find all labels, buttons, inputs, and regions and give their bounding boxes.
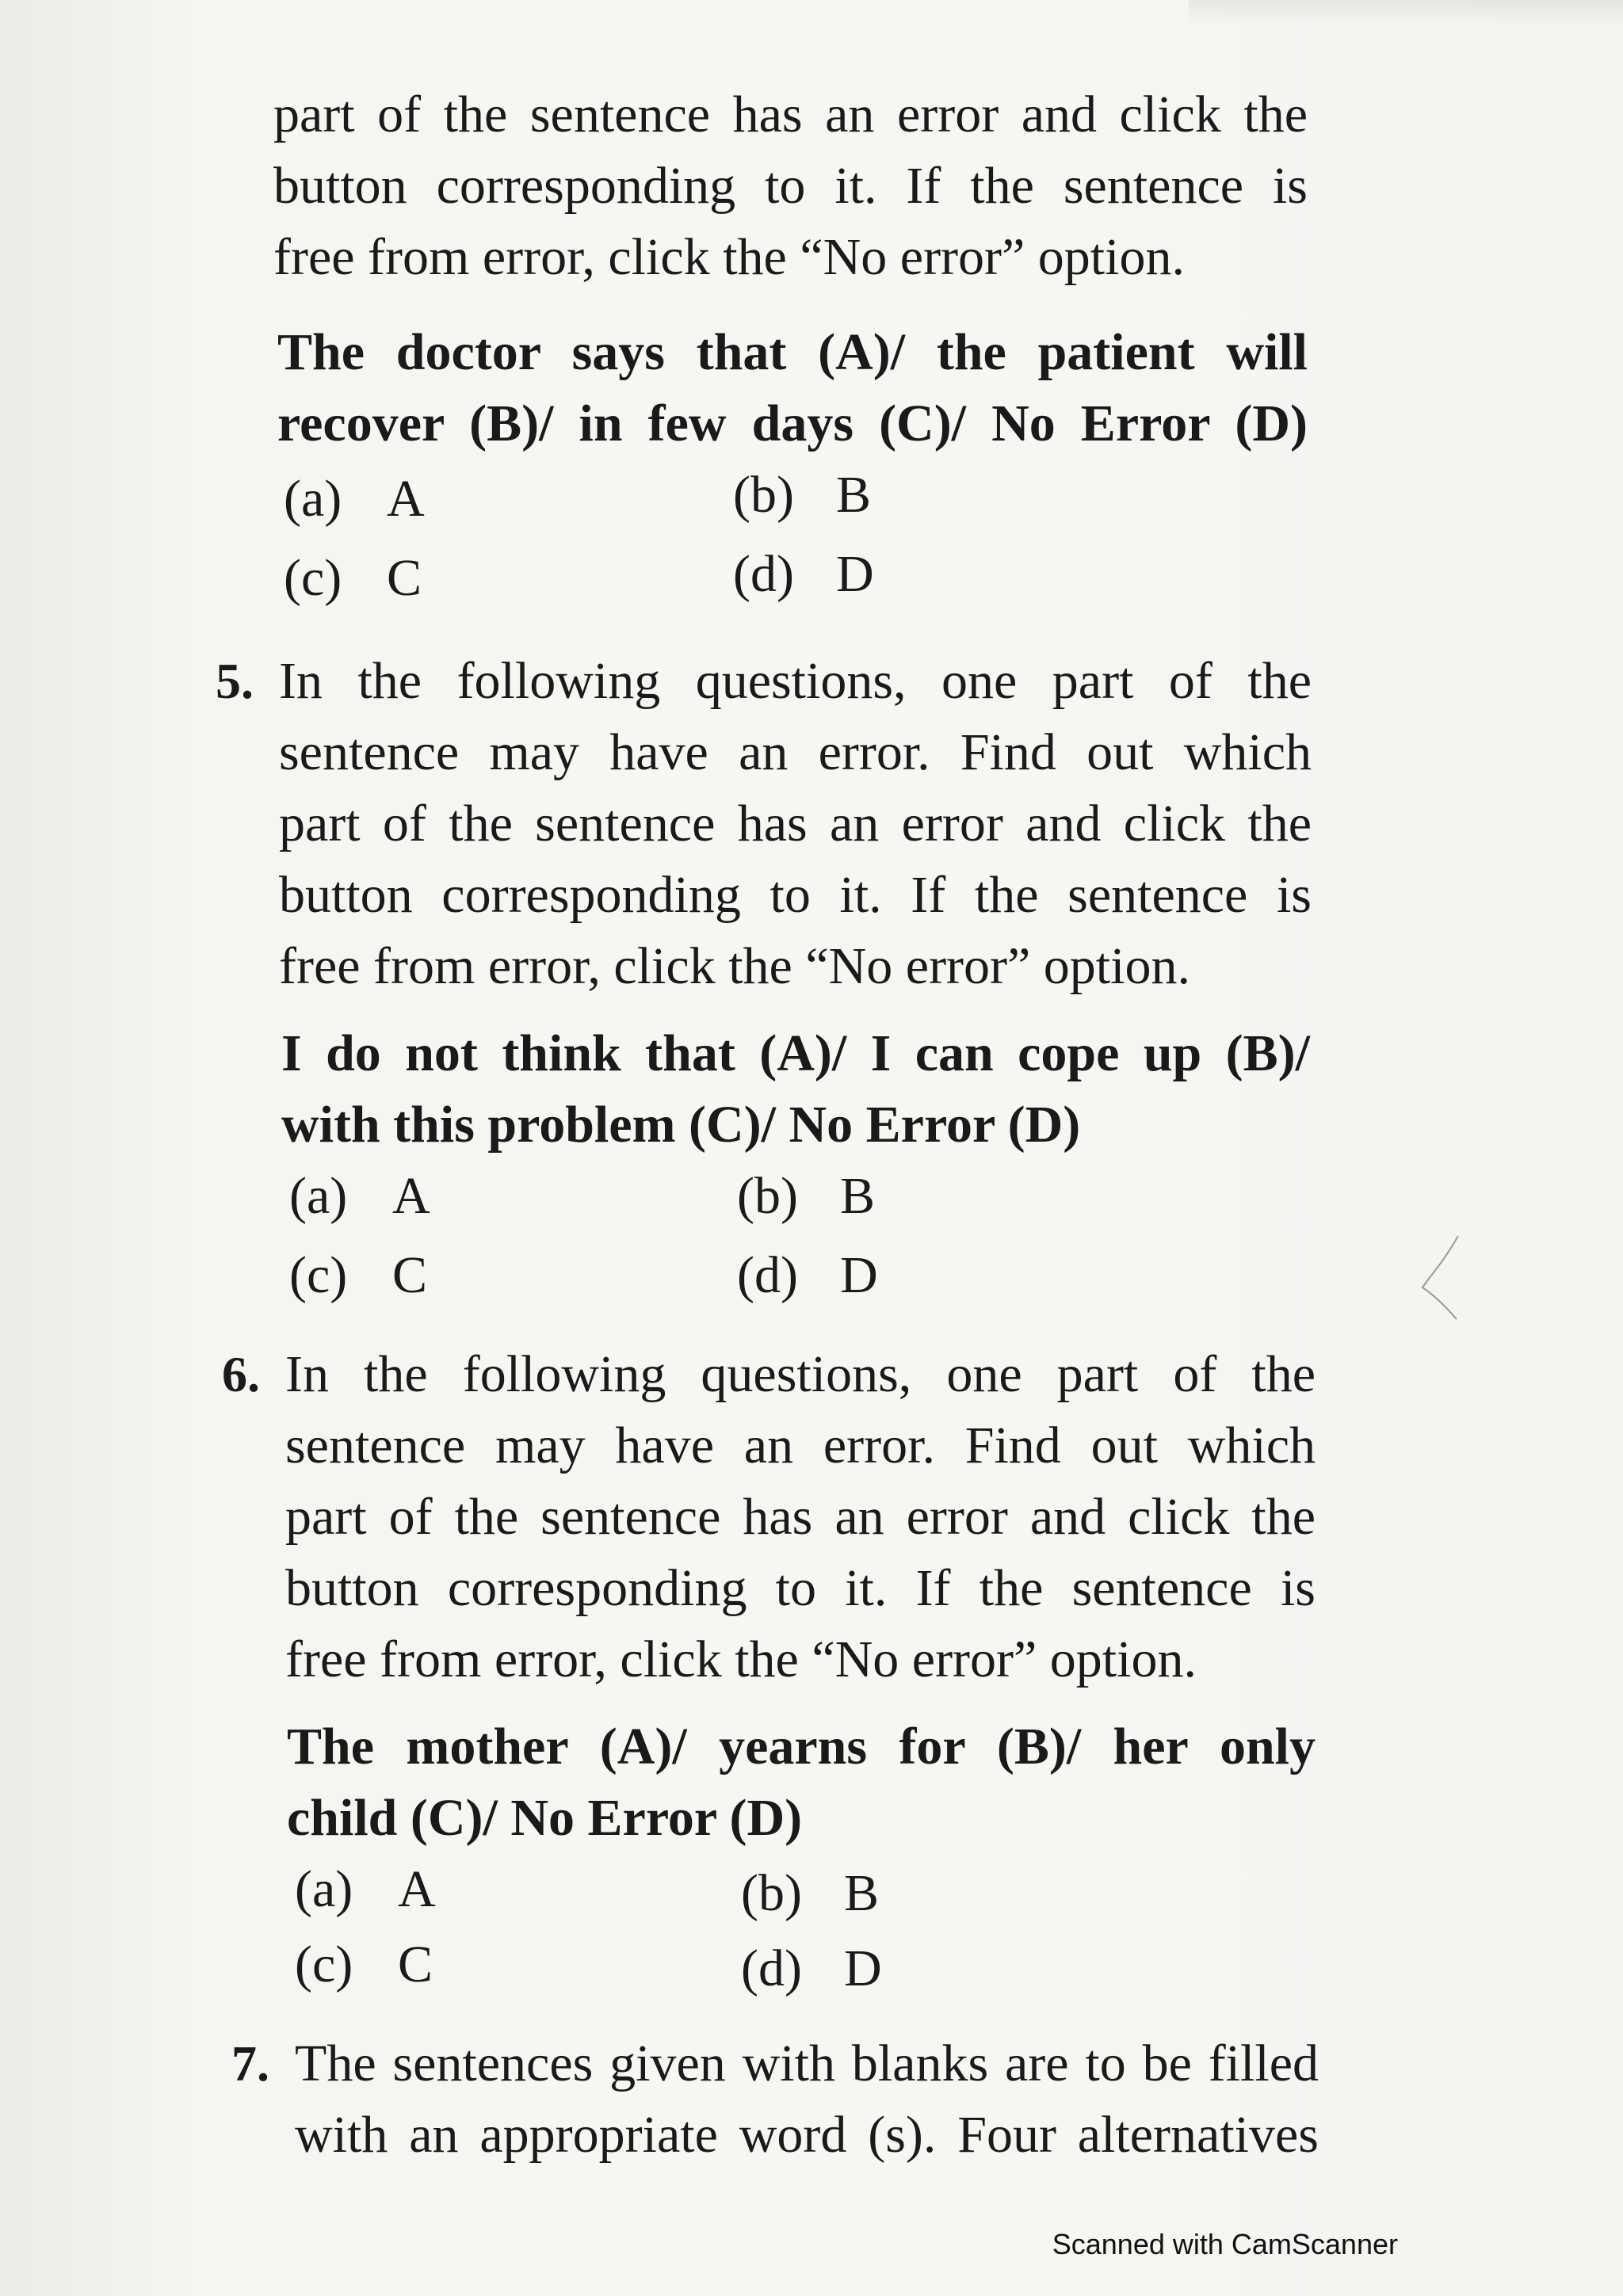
option-label: (d) — [733, 545, 794, 603]
instruction-line: button corresponding to it. If the sentence is — [279, 866, 1312, 924]
option-value: B — [836, 466, 872, 524]
option-value: B — [844, 1864, 880, 1922]
instruction-line: The sentences given with blanks are to be filled — [295, 2035, 1319, 2092]
option-label: (d) — [737, 1246, 798, 1304]
option-a — [284, 463, 425, 535]
option-label: (b) — [733, 466, 794, 524]
option-label: (a) — [289, 1167, 348, 1225]
option-label: (d) — [741, 1939, 802, 1997]
option-b — [741, 1858, 879, 1929]
option-label: (c) — [295, 1936, 353, 1993]
option-d — [737, 1240, 878, 1311]
option-value: D — [840, 1246, 878, 1304]
option-value: D — [836, 545, 874, 603]
option-b — [733, 460, 871, 531]
option-label: (b) — [741, 1864, 802, 1922]
instruction-line: sentence may have an error. Find out which — [285, 1417, 1316, 1474]
instruction-line: part of the sentence has an error and click the — [285, 1488, 1316, 1546]
option-value: A — [387, 470, 425, 528]
option-label: (b) — [737, 1167, 798, 1225]
page-edge-shadow — [1189, 0, 1623, 24]
question-number: 6. — [222, 1346, 260, 1402]
option-label: (c) — [289, 1246, 348, 1304]
option-d — [741, 1933, 882, 2004]
option-value: A — [398, 1860, 436, 1918]
option-value: C — [398, 1936, 433, 1993]
instruction-line: free from error, click the “No error” option. — [273, 228, 1185, 286]
option-b — [737, 1161, 875, 1232]
option-value: A — [392, 1167, 430, 1225]
sentence-line: child (C)/ No Error (D) — [287, 1789, 803, 1847]
instruction-line: with an appropriate word (s). Four alternatives — [295, 2106, 1319, 2164]
instruction-line: free from error, click the “No error” option. — [285, 1630, 1197, 1688]
option-a — [289, 1161, 430, 1232]
sentence-line: The doctor says that (A)/ the patient will — [277, 323, 1308, 381]
instruction-line: part of the sentence has an error and click the — [273, 86, 1308, 143]
instruction-line: button corresponding to it. If the sentence is — [285, 1559, 1316, 1617]
instruction-line: part of the sentence has an error and click the — [279, 795, 1312, 852]
option-d — [733, 539, 874, 610]
option-value: C — [387, 549, 422, 607]
pen-mark-icon — [1419, 1232, 1466, 1327]
instruction-line: sentence may have an error. Find out which — [279, 723, 1312, 781]
option-label: (a) — [295, 1860, 353, 1918]
option-value: B — [840, 1167, 876, 1225]
option-value: C — [392, 1246, 428, 1304]
sentence-line: The mother (A)/ yearns for (B)/ her only — [287, 1718, 1316, 1775]
scanner-watermark: Scanned with CamScanner — [1052, 2228, 1398, 2260]
question-number: 5. — [216, 653, 254, 709]
sentence-line: recover (B)/ in few days (C)/ No Error (D) — [277, 395, 1308, 452]
option-c — [289, 1240, 427, 1311]
instruction-line: button corresponding to it. If the sentence is — [273, 157, 1308, 215]
option-label: (c) — [284, 549, 342, 607]
sentence-line: I do not think that (A)/ I can cope up (B)/ — [281, 1024, 1310, 1082]
question-number: 7. — [231, 2035, 269, 2092]
option-c — [284, 543, 422, 614]
instruction-line: free from error, click the “No error” option. — [279, 937, 1190, 995]
option-label: (a) — [284, 470, 342, 528]
option-a — [295, 1854, 436, 1925]
instruction-line: In the following questions, one part of the — [285, 1345, 1316, 1403]
option-value: D — [844, 1939, 882, 1997]
option-c — [295, 1929, 433, 2000]
instruction-line: In the following questions, one part of the — [279, 652, 1312, 710]
sentence-line: with this problem (C)/ No Error (D) — [281, 1096, 1081, 1154]
